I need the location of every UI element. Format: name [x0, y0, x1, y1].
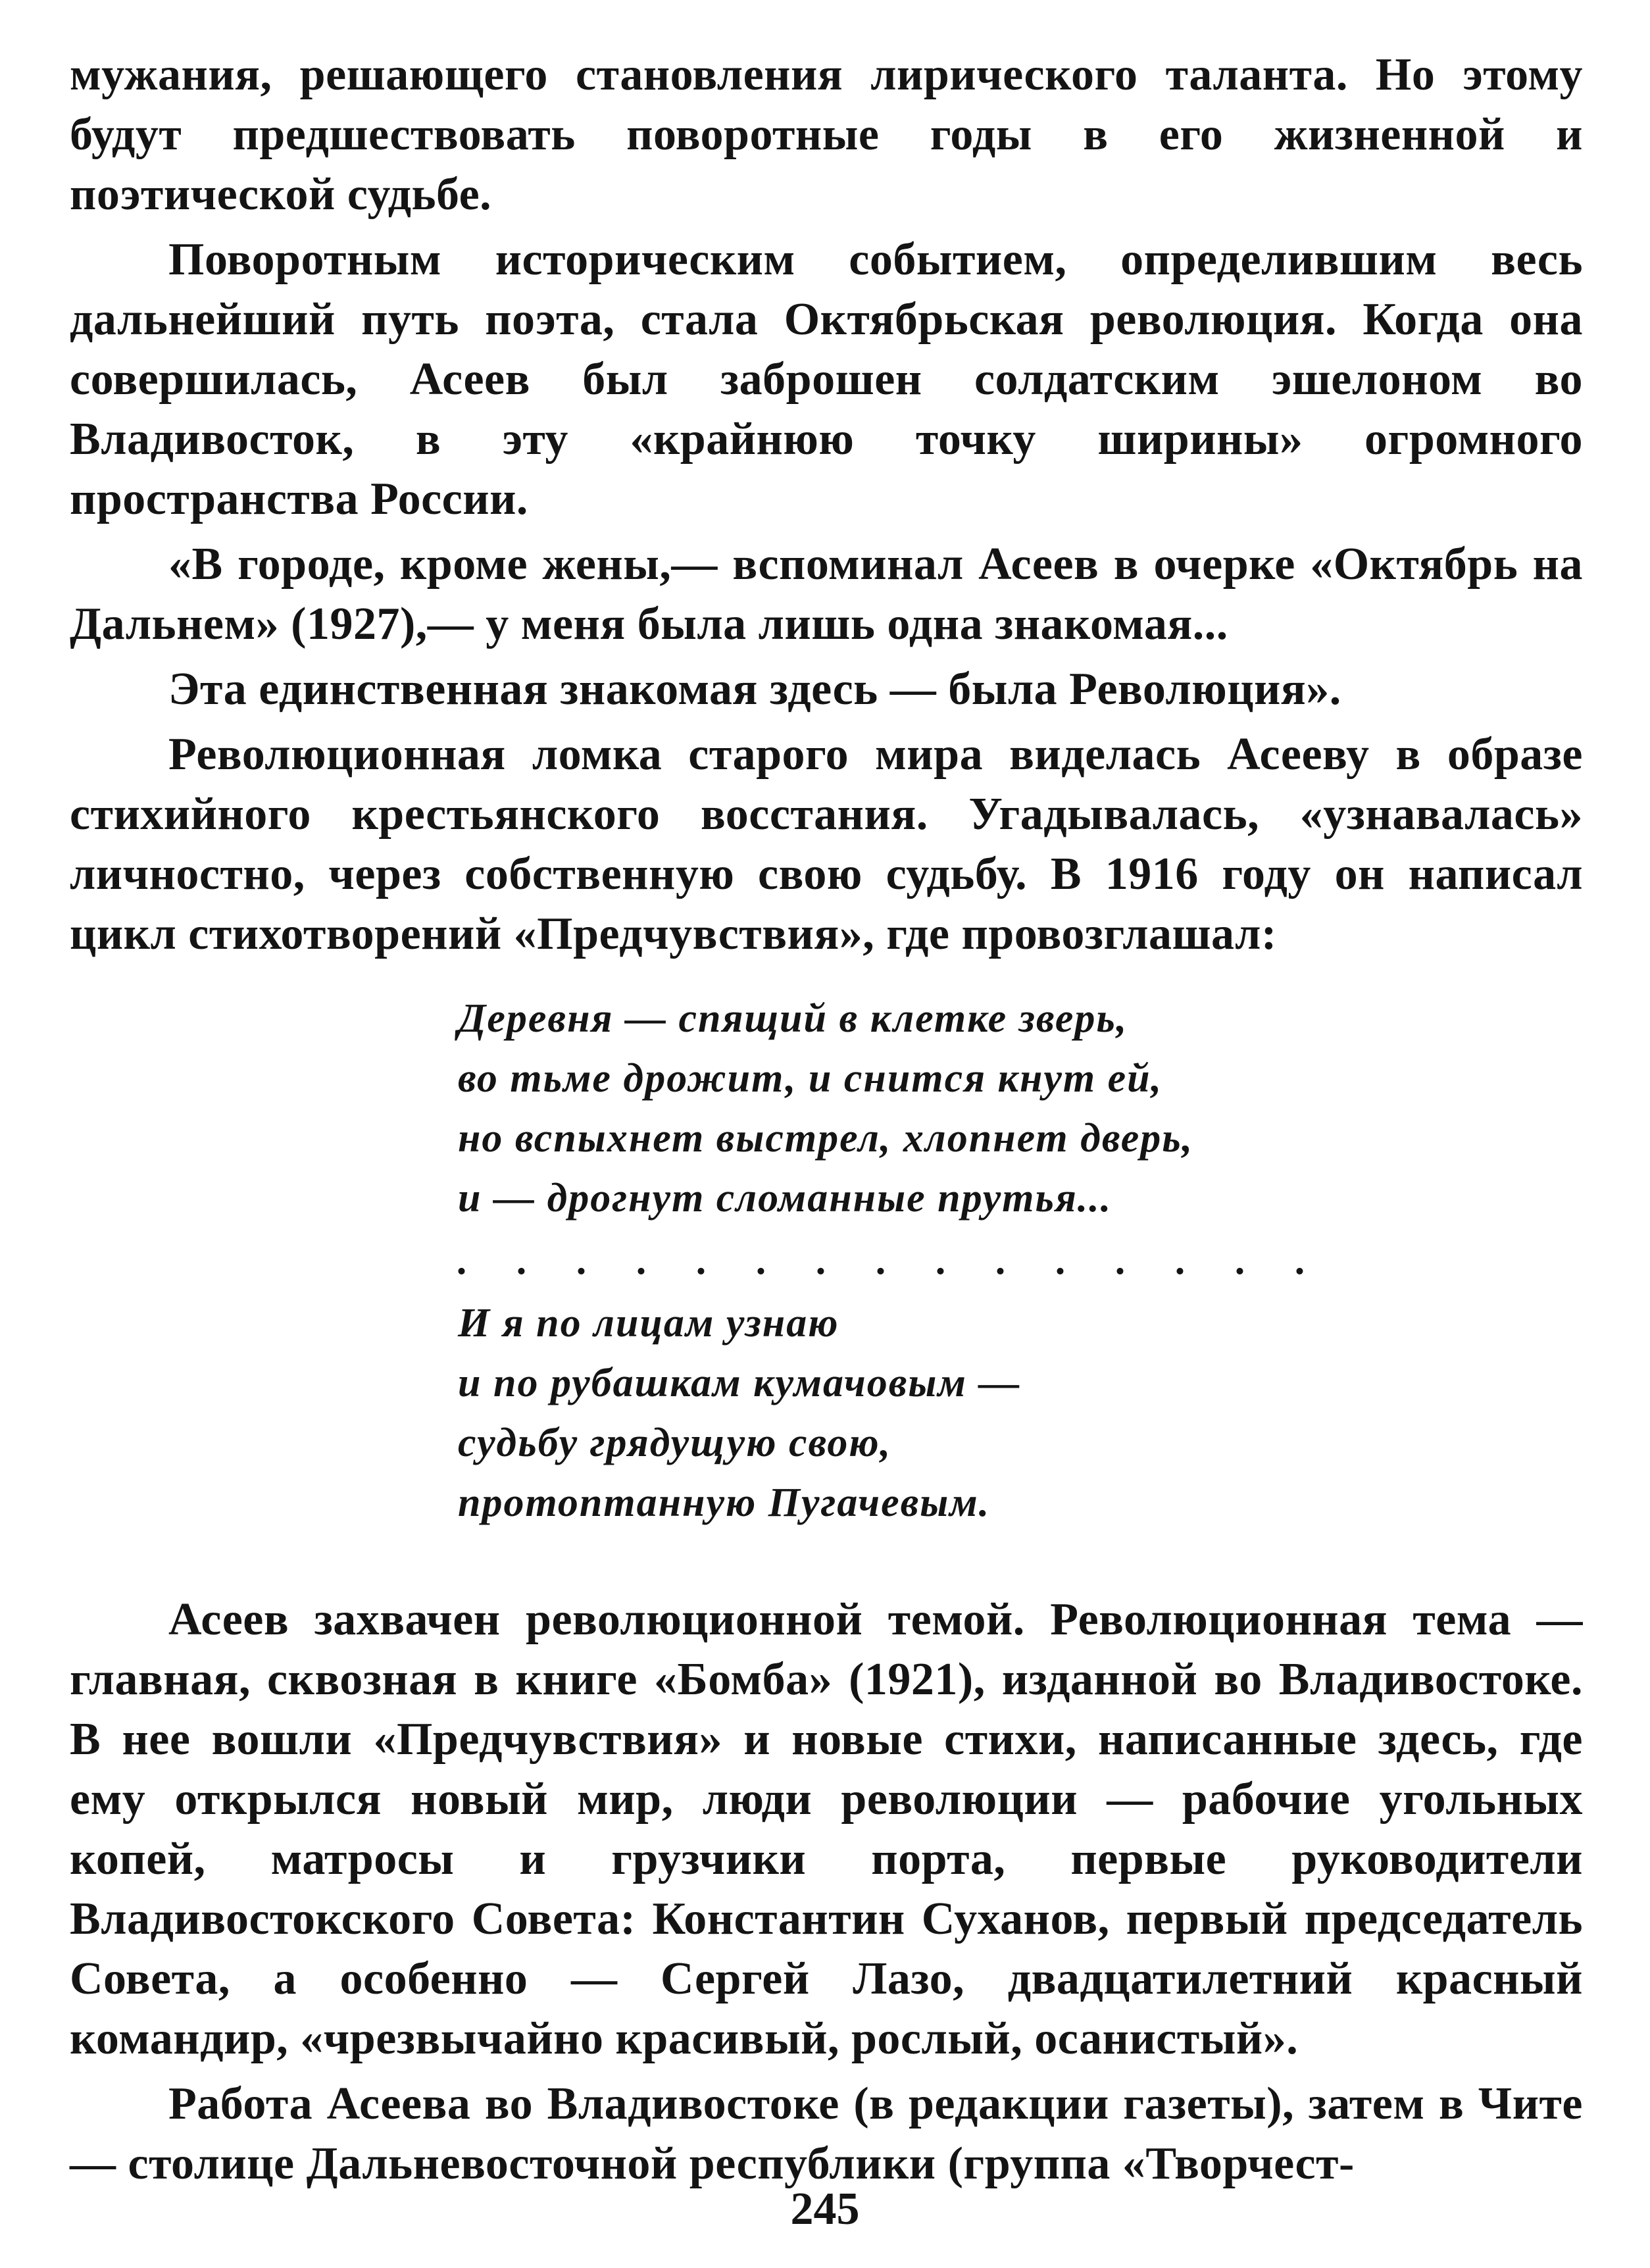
poem-line: во тьме дрожит, и снится кнут ей, — [458, 1056, 1163, 1101]
body-text — [70, 45, 1583, 2199]
page-number: 245 — [790, 2184, 860, 2234]
paragraph-october-revolution: Поворотным историческим событием, определившим весь дальнейший путь поэта, стала Октябрьская революция. Когда она совершилась, Асеев был заброшен солдатским эшелоном во Владивосток, в эту «крайнюю точку ширины» огромного пространства России. — [70, 234, 1583, 524]
poem-line: но вспыхнет выстрел, хлопнет дверь, — [458, 1116, 1194, 1161]
poem-line: Деревня — спящий в клетке зверь, — [458, 996, 1128, 1041]
paragraph-quote-memoir: «В городе, кроме жены,— вспоминал Асеев в очерке «Октябрь на Дальнем» (1927),— у меня была лишь одна знакомая... — [70, 539, 1583, 649]
paragraph-continuation: мужания, решающего становления лирического таланта. Но этому будут предшествовать поворотные годы в его жизненной и поэтической судьбе. — [70, 49, 1583, 220]
paragraph-vladivostok-work: Работа Асеева во Владивостоке (в редакции газеты), затем в Чите — столице Дальневосточной республики (группа «Творчест- — [70, 2079, 1583, 2189]
poem-line: и — дрогнут сломанные прутья... — [458, 1176, 1112, 1221]
poem-line: протоптанную Пугачевым. — [458, 1480, 991, 1525]
paragraph-premonitions: Революционная ломка старого мира виделась Асееву в образе стихийного крестьянского восстания. Угадывалась, «узнавалась» личностно, через собственную свою судьбу. В 1916 году он написал цикл стихотворений «Предчувствия», где провозглашал: — [70, 729, 1583, 959]
poem-excerpt — [458, 989, 1583, 1533]
poem-line: и по рубашкам кумачовым — — [458, 1361, 1021, 1405]
poem-line: судьбу грядущую свою, — [458, 1421, 892, 1465]
paragraph-quote-revolution: Эта единственная знакомая здесь — была Революция». — [168, 664, 1341, 715]
poem-line: И я по лицам узнаю — [458, 1301, 839, 1346]
poem-ellipsis-divider: . . . . . . . . . . . . . . . — [458, 1238, 1326, 1283]
paragraph-bomba-book: Асеев захвачен революционной темой. Революционная тема — главная, сквозная в книге «Бомба» (1921), изданной во Владивостоке. В нее вошли «Предчувствия» и новые стихи, написанные здесь, где ему открылся новый мир, люди революции — рабочие угольных копей, матросы и грузчики порта, первые руководители Владивостокского Совета: Константин Суханов, первый председатель Совета, а особенно — Сергей Лазо, двадцатилетний красный командир, «чрезвычайно красивый, рослый, осанистый». — [70, 1594, 1583, 2064]
